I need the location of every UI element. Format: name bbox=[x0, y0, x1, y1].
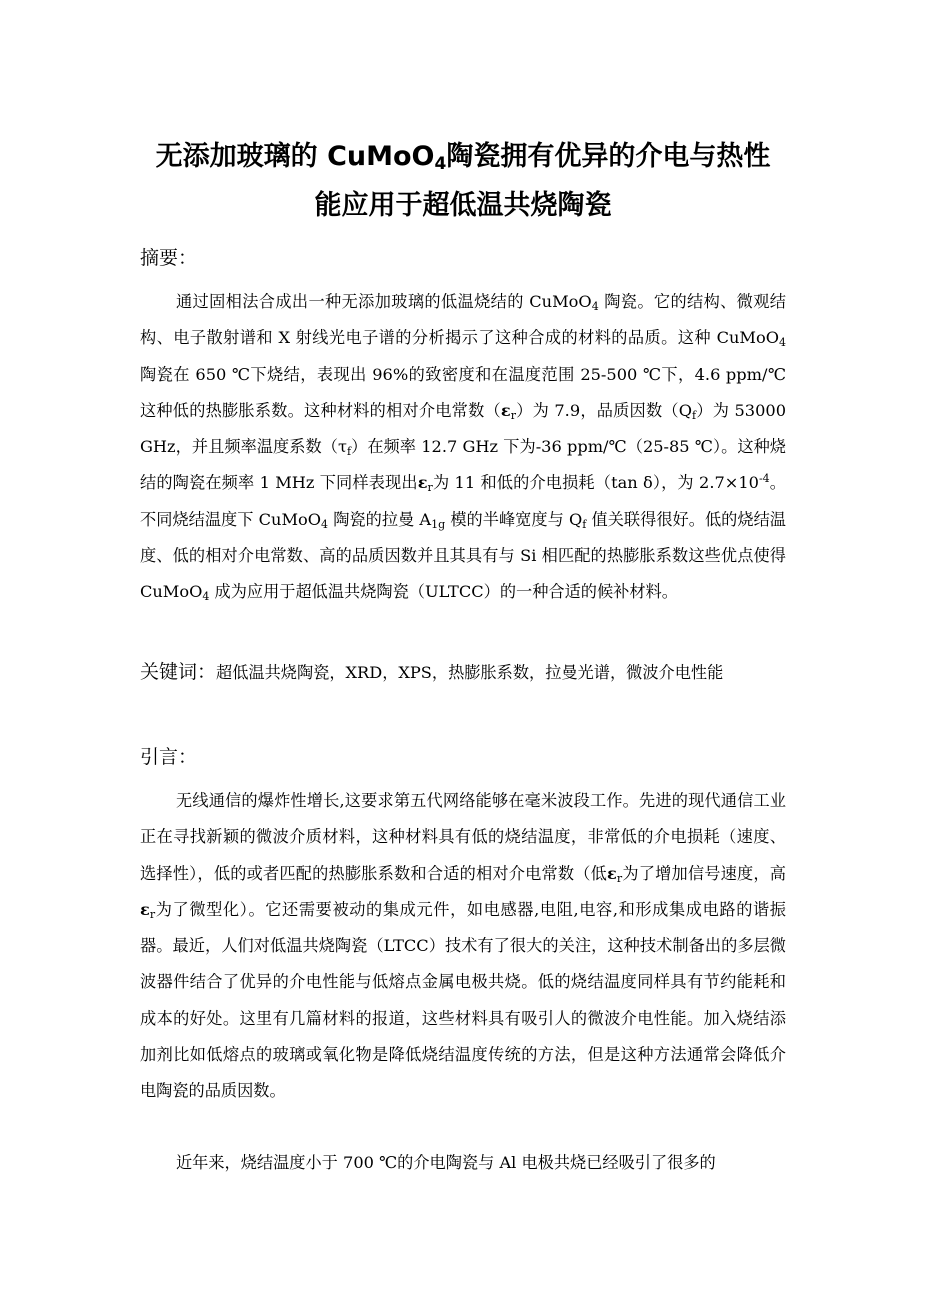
abstract-paragraph: 通过固相法合成出一种无添加玻璃的低温烧结的 CuMoO$_4$ 陶瓷。它的结构、微观结构、电子散射谱和 X 射线光电子谱的分析揭示了这种合成的材料的品质。这种 CuMoO$_4$ 陶瓷在 650 ℃下烧结，表现出 96%的致密度和在温度范围 25-500 ℃下，4.6 ppm/℃这种低的热膨胀系数。这种材料的相对介电常数$(\varepsilon_r)$为 7.9，品质因数$(Q_f)$为 53000 GHz，并且频率温度系数$(\tau_f)$在频率 12.7 GHz 下为-36 ppm/℃（25-85 ℃）。这种烧结的陶瓷在频率 1 MHz 下同样表现出$\varepsilon_r$为 11 和低的介电损耗（tan δ），为 $2.7\times 10^{-4}$。不同烧结温度下 CuMoO$_4$ 陶瓷的拉曼 $A_{1g}$ 模的半峰宽度与 $Q_f$ 值关联得很好。低的烧结温度、低的相对介电常数、高的品质因数并且其具有与 Si 相匹配的热膨胀系数这些优点使得 CuMoO$_4$ 成为应用于超低温共烧陶瓷（ULTCC）的一种合适的候补材料。 bbox=[140, 292, 787, 604]
introduction-paragraph-1: 无线通信的爆炸性增长,这要求第五代网络能够在毫米波段工作。先进的现代通信工业正在寻找新颖的微波介质材料，这种材料具有低的烧结温度，非常低的介电损耗（速度、选择性），低的或者匹配的热膨胀系数和合适的相对介电常数（低$\varepsilon_r$为了增加信号速度，高$\varepsilon_r$为了微型化）。它还需要被动的集成元件，如电感器,电阻,电容,和形成集成电路的谐振器。最近，人们对低温共烧陶瓷（LTCC）技术有了很大的关注，这种技术制备出的多层微波器件结合了优异的介电性能与低熔点金属电极共烧。低的烧结温度同样具有节约能耗和成本的好处。这里有几篇材料的报道，这些材料具有吸引人的微波介电性能。加入烧结添加剂比如低熔点的玻璃或氧化物是降低烧结温度传统的方法，但是这种方法通常会降低介电陶瓷的品质因数。 bbox=[140, 791, 786, 1101]
abstract-heading: 摘要： bbox=[140, 247, 198, 269]
document-title-line-2: 能应用于超低温共烧陶瓷 bbox=[314, 190, 612, 221]
keywords-label: 关键词： bbox=[140, 661, 217, 683]
introduction-paragraph-2: 近年来，烧结温度小于 700 ℃的介电陶瓷与 Al 电极共烧已经吸引了很多的 bbox=[176, 1153, 716, 1172]
document-title-line-1: 无添加玻璃的 CuMoO$_4$陶瓷拥有优异的介电与热性 bbox=[155, 141, 771, 174]
keywords bbox=[140, 654, 786, 691]
introduction-heading: 引言： bbox=[140, 746, 198, 768]
keywords-text: 超低温共烧陶瓷，XRD，XPS，热膨胀系数，拉曼光谱，微波介电性能 bbox=[216, 663, 724, 682]
